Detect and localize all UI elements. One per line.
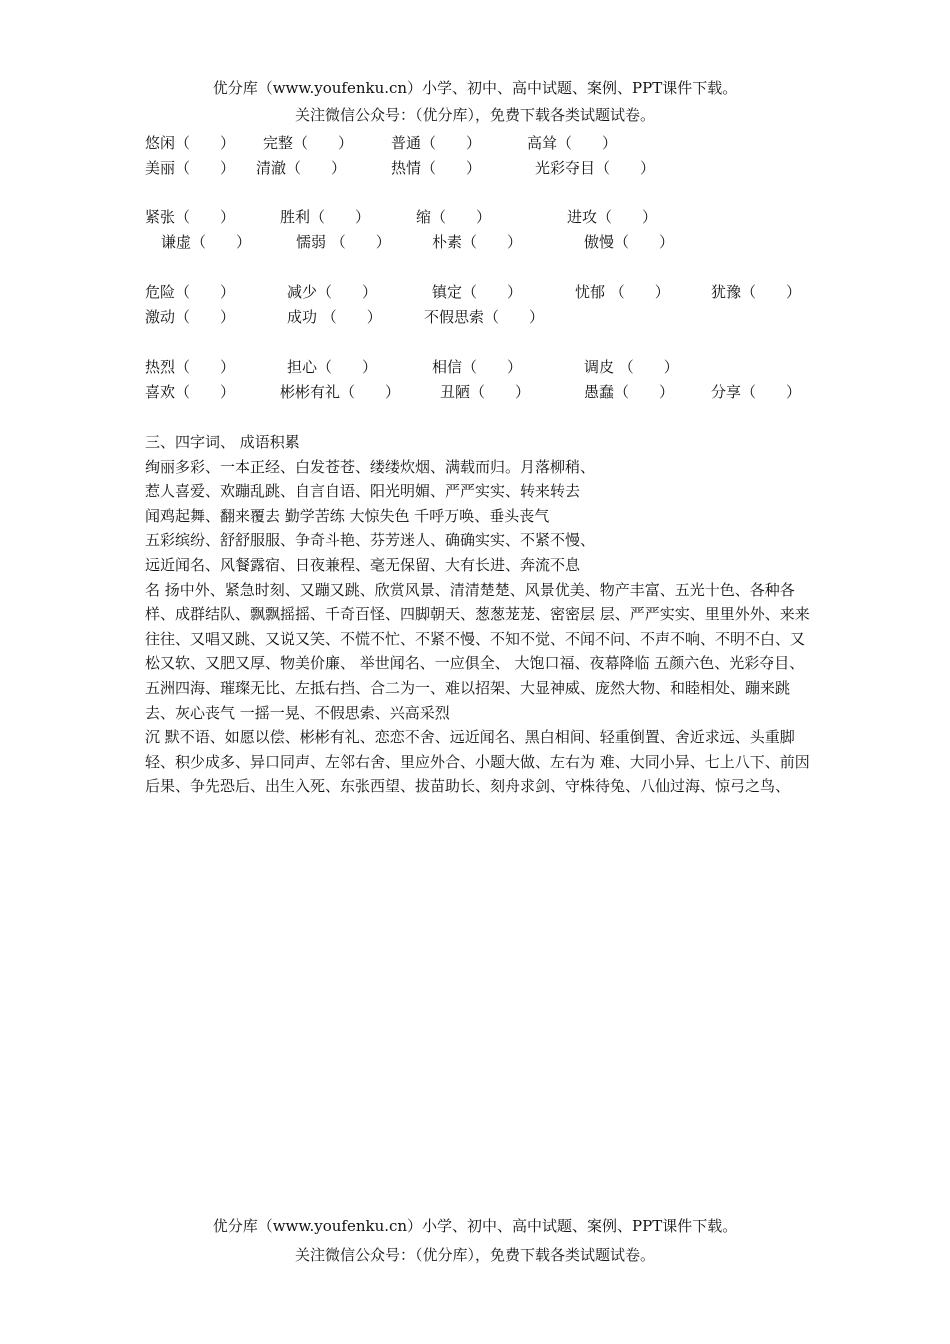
word-item: 完整（ ） (263, 134, 354, 152)
word-row (0, 306, 950, 328)
word-item: 相信（ ） (432, 358, 523, 376)
section-title: 三、四字词、 成语积累 (145, 433, 300, 451)
word-item: 成功 （ ） (287, 308, 382, 326)
idiom-line: 远近闻名、风餐露宿、日夜兼程、毫无保留、大有长进、奔流不息 (145, 555, 581, 574)
header-line-2: 关注微信公众号：（优分库），免费下载各类试题试卷。 (294, 106, 655, 124)
word-item: 愚蠢（ ） (584, 383, 675, 401)
idiom-paragraph: 名 扬中外、紧急时刻、又蹦又跳、欣赏风景、清清楚楚、风景优美、物产丰富、五光十色、各种各样、成群结队、飘飘摇摇、千奇百怪、四脚朝天、葱葱茏茏、密密层 层、严严实实、里里外外、来来往往、又唱又跳、又说又笑、不慌不忙、不紧不慢、不知不觉、不闻不问、不声不响、不明不白、又松又软、又肥又厚、物美价廉、 举世闻名、一应俱全、 大饱口福、夜幕降临 五颜六色、光彩夺目、五洲四海、璀璨无比、左抵右挡、合二为一、难以招架、大显神威、庞然大物、和睦相处、蹦来跳去、灰心丧气 一摇一晃、不假思索、兴高采烈 (145, 580, 810, 722)
idiom-line: 五彩缤纷、舒舒服服、争奇斗艳、芬芳迷人、确确实实、不紧不慢、 (145, 531, 596, 550)
word-row (0, 281, 950, 303)
word-item: 危险（ ） (145, 283, 236, 301)
word-item: 热烈（ ） (145, 358, 236, 376)
word-item: 朴素（ ） (432, 233, 523, 251)
word-row (0, 356, 950, 378)
word-item: 谦虚（ ） (161, 233, 252, 251)
word-row (0, 132, 950, 154)
word-item: 光彩夺目（ ） (535, 159, 656, 177)
word-item: 彬彬有礼（ ） (280, 383, 401, 401)
idiom-line: 惹人喜爱、欢蹦乱跳、自言自语、阳光明媚、严严实实、转来转去 (145, 482, 581, 501)
word-item: 调皮 （ ） (584, 358, 679, 376)
word-item: 缩（ ） (416, 208, 492, 226)
word-item: 紧张（ ） (145, 208, 236, 226)
word-item: 忧郁 （ ） (575, 283, 670, 301)
word-item: 丑陋（ ） (440, 383, 531, 401)
word-item: 犹豫（ ） (711, 283, 802, 301)
word-item: 胜利（ ） (280, 208, 371, 226)
word-item: 懦弱 （ ） (296, 233, 391, 251)
word-item: 喜欢（ ） (145, 383, 236, 401)
word-row (0, 206, 950, 228)
word-row (0, 381, 950, 403)
idiom-line: 绚丽多彩、一本正经、白发苍苍、缕缕炊烟、满载而归。月落柳稍、 (145, 457, 596, 476)
idiom-line: 闻鸡起舞、翻来覆去 勤学苦练 大惊失色 千呼万唤、垂头丧气 (145, 506, 550, 525)
word-item: 悠闲（ ） (145, 134, 236, 152)
word-item: 减少（ ） (287, 283, 378, 301)
word-item: 傲慢（ ） (584, 233, 675, 251)
word-item: 分享（ ） (711, 383, 802, 401)
word-item: 不假思索（ ） (424, 308, 545, 326)
idiom-section (145, 430, 810, 799)
word-item: 热情（ ） (391, 159, 482, 177)
word-item: 高耸（ ） (527, 134, 618, 152)
footer-line-1: 优分库（www.youfenku.cn）小学、初中、高中试题、案例、PPT课件下载。 (212, 1217, 738, 1235)
word-item: 普通（ ） (391, 134, 482, 152)
word-item: 美丽（ ） (145, 159, 236, 177)
word-row (0, 157, 950, 179)
footer-line-2: 关注微信公众号：（优分库），免费下载各类试题试卷。 (294, 1246, 655, 1264)
word-item: 镇定（ ） (432, 283, 523, 301)
word-item: 进攻（ ） (567, 208, 658, 226)
word-item: 清澈（ ） (256, 159, 347, 177)
word-item: 担心（ ） (287, 358, 378, 376)
header-line-1: 优分库（www.youfenku.cn）小学、初中、高中试题、案例、PPT课件下载。 (212, 79, 738, 97)
word-row (0, 231, 950, 253)
word-item: 激动（ ） (145, 308, 236, 326)
idiom-paragraph: 沉 默不语、如愿以偿、彬彬有礼、恋恋不舍、远近闻名、黑白相间、轻重倒置、舍近求远、头重脚轻、积少成多、异口同声、左邻右舍、里应外合、小题大做、左右为 难、大同小异、七上八下、前因后果、争先恐后、出生入死、东张西望、拔苗助长、刻舟求剑、守株待兔、八仙过海、惊弓之鸟、 (145, 728, 810, 796)
